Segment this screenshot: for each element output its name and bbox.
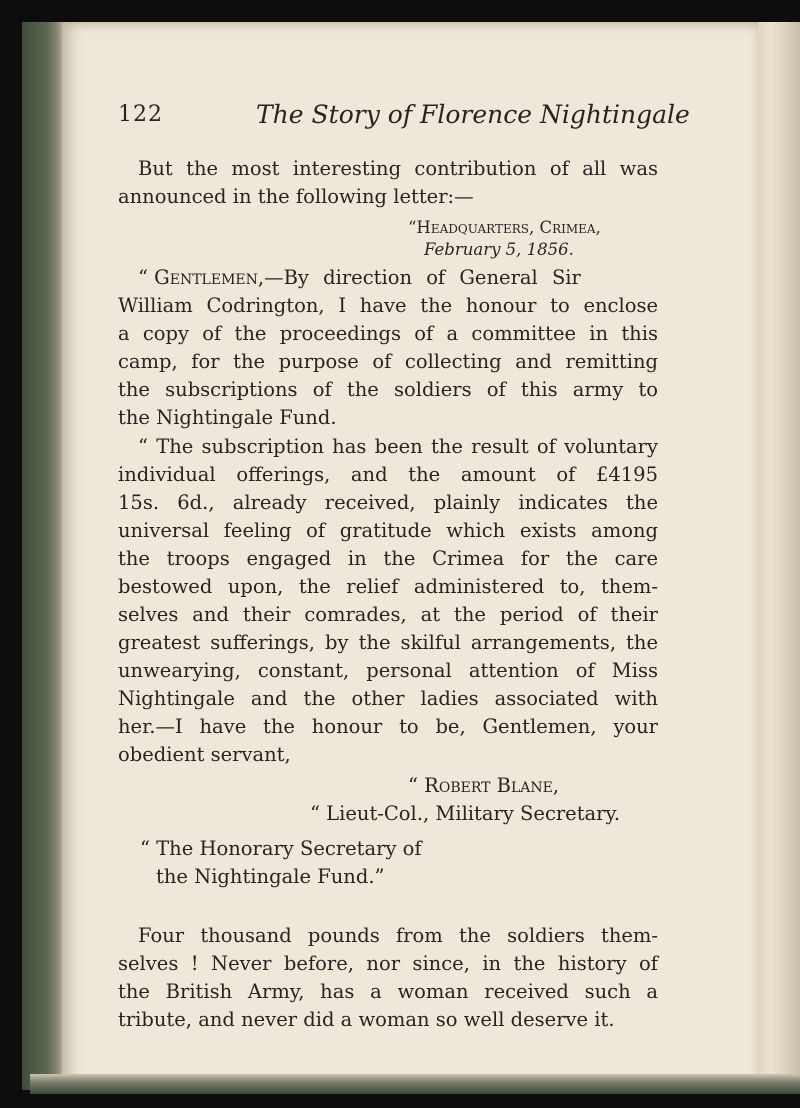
closing-line-2: selves ! Never before, nor since, in the history of [118, 952, 658, 975]
letter-body-line-6: the Nightingale Fund. [118, 406, 337, 429]
closing-line-1: Four thousand pounds from the soldiers them- [138, 924, 658, 947]
letter-p2-line-3: 15s. 6d., already received, plainly indicates the [118, 491, 658, 514]
letter-body-line-5: the subscriptions of the soldiers of this army to [118, 378, 658, 401]
letter-address: “Headquarters, Crimea, [408, 218, 601, 237]
signature-title: “ Lieut-Col., Military Secretary. [310, 802, 621, 825]
running-title: The Story of Florence Nightingale [256, 100, 690, 129]
addressee-line-2: the Nightingale Fund.” [156, 865, 385, 888]
letter-salutation: “ Gentlemen, [138, 266, 265, 289]
letter-body-line-1: —By direction of General Sir [264, 266, 581, 289]
signature-name [408, 772, 658, 800]
addressee-line-1: “ The Honorary Secretary of [140, 837, 422, 860]
letter-body-line-4: camp, for the purpose of collecting and remitting [118, 350, 658, 373]
letter-p2-line-10: Nightingale and the other ladies associated with [118, 687, 658, 710]
letter-p2-line-2: individual offerings, and the amount of £4195 [118, 463, 658, 486]
letter-p2-line-1: “ The subscription has been the result of voluntary [138, 435, 658, 458]
signature-name-text: “ Robert Blane, [408, 774, 560, 797]
letter-date: February 5, 1856. [424, 240, 574, 259]
letter-body-line-3: a copy of the proceedings of a committee in this [118, 322, 658, 345]
letter-first-line [138, 264, 658, 292]
letter-p2-line-12: obedient servant, [118, 743, 291, 766]
letter-p2-line-5: the troops engaged in the Crimea for the care [118, 547, 658, 570]
letter-p2-line-6: bestowed upon, the relief administered to, them- [118, 575, 658, 598]
running-header [118, 100, 690, 140]
page-stack-edge [758, 22, 800, 1090]
closing-line-4: tribute, and never did a woman so well deserve it. [118, 1008, 615, 1031]
page-number: 122 [118, 102, 163, 127]
book-cover-edge [22, 22, 66, 1090]
letter-p2-line-11: her.—I have the honour to be, Gentlemen, your [118, 715, 658, 738]
letter-p2-line-4: universal feeling of gratitude which exists among [118, 519, 658, 542]
closing-line-3: the British Army, has a woman received such a [118, 980, 658, 1003]
letter-p2-line-7: selves and their comrades, at the period of their [118, 603, 658, 626]
letter-body-line-2: William Codrington, I have the honour to enclose [118, 294, 658, 317]
intro-line-1: But the most interesting contribution of all was [138, 157, 658, 180]
intro-line-2: announced in the following letter:— [118, 185, 474, 208]
letter-p2-line-8: greatest sufferings, by the skilful arrangements, the [118, 631, 658, 654]
letter-p2-line-9: unwearying, constant, personal attention of Miss [118, 659, 658, 682]
book-bottom-edge [30, 1074, 800, 1094]
